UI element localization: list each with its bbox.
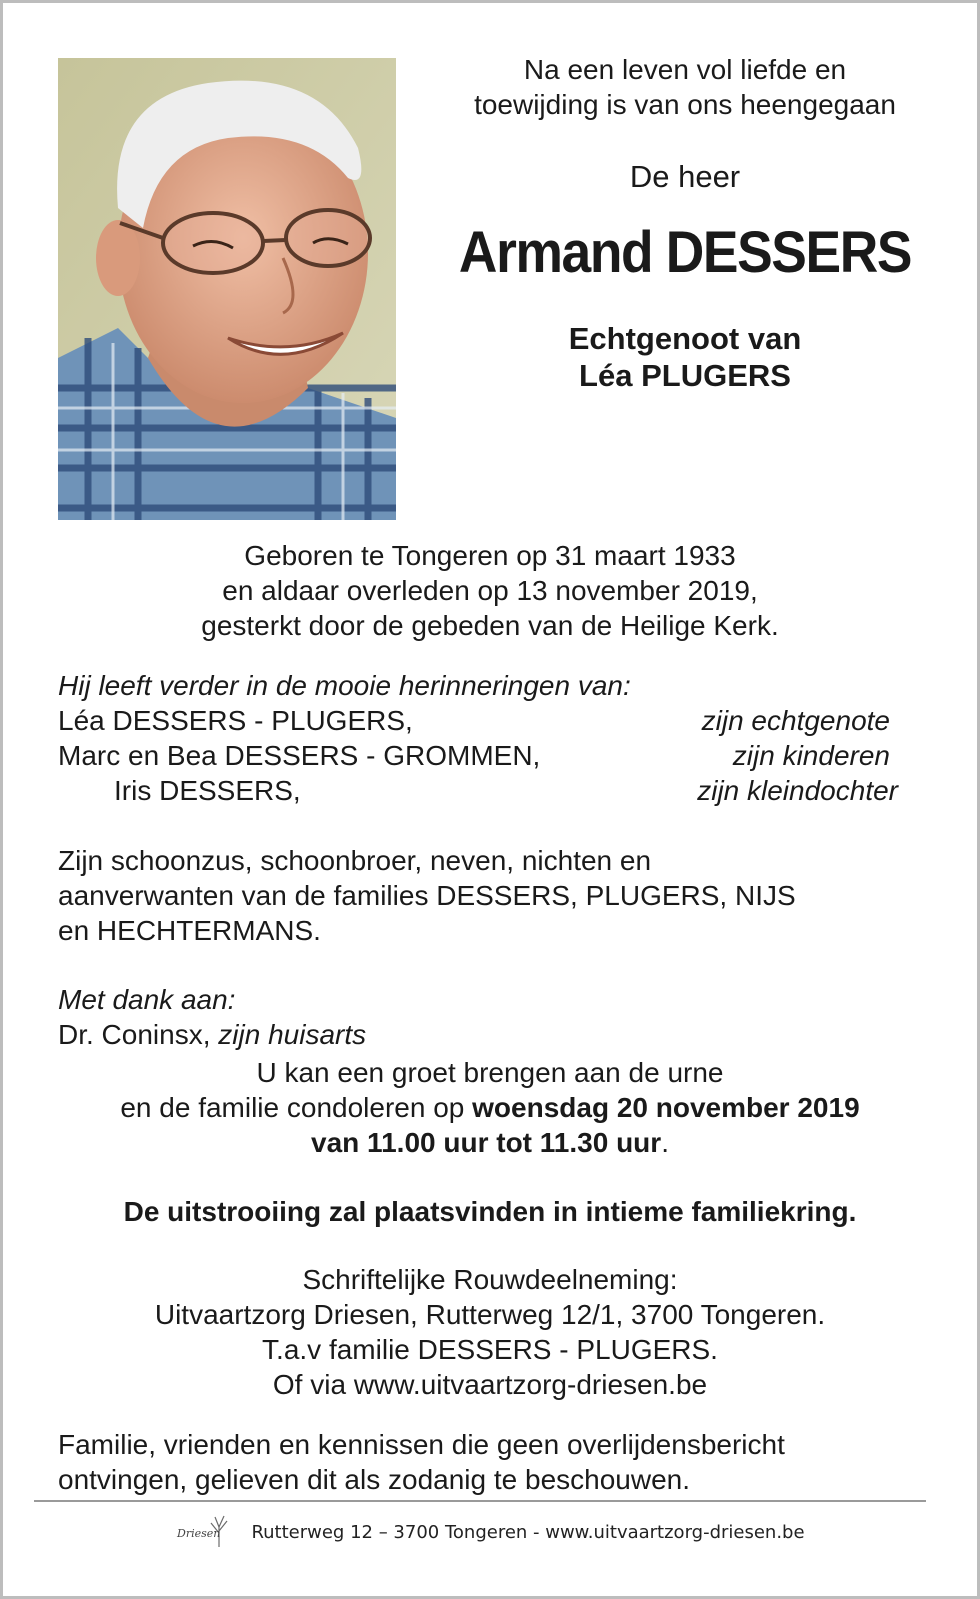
final-line: Familie, vrienden en kennissen die geen overlijdensbericht [58,1429,785,1460]
relative-row [58,703,918,738]
funeral-home-logo [175,1513,235,1551]
address-line: Uitvaartzorg Driesen, Rutterweg 12/1, 3700 Tongeren. [154,1299,826,1330]
doctor-name: Dr. Coninsx, [58,1019,211,1050]
visit-date: woensdag 20 november 2019 [472,1092,860,1123]
relative-name: Marc en Bea DESSERS - GROMMEN, [58,740,541,771]
relative-name: Léa DESSERS - PLUGERS, [58,705,413,736]
logo-text: Driesen [177,1527,221,1540]
relative-row [58,773,918,808]
birth-death-info [40,538,940,643]
blessing-line: gesterkt door de gebeden van de Heilige Kerk. [201,610,779,641]
condolence-address [40,1262,940,1402]
visit-prefix: en de familie condoleren op [120,1092,473,1123]
deceased-name: Armand DESSERS [458,220,912,285]
family-section [58,843,918,948]
final-line: ontvingen, gelieven dit als zodanig te beschouwen. [58,1464,690,1495]
memories-section [58,668,918,808]
spouse-name: Léa PLUGERS [579,358,791,393]
address-line: T.a.v familie DESSERS - PLUGERS. [262,1334,718,1365]
relative-relation: zijn kleindochter [697,775,898,806]
thanks-line [58,1017,918,1052]
family-line: Zijn schoonzus, schoonbroer, neven, nichten en [58,845,652,876]
address-line: Schriftelijke Rouwdeelneming: [302,1264,678,1295]
visit-line [40,1090,940,1125]
website-line: Of via www.uitvaartzorg-driesen.be [272,1369,708,1400]
scattering-notice: De uitstrooiing zal plaatsvinden in intieme familiekring. [123,1196,857,1227]
spouse-line: Echtgenoot van [568,321,802,356]
thanks-section [58,982,918,1052]
portrait-photo [58,58,396,520]
visitation-info [40,1055,940,1160]
relative-relation: zijn kinderen [732,740,890,771]
relative-relation: zijn echtgenote [701,705,890,736]
intro-text [420,52,950,122]
family-line: aanverwanten van de families DESSERS, PLUGERS, NIJS [58,880,796,911]
birth-line: Geboren te Tongeren op 31 maart 1933 [244,540,736,571]
footer [0,1512,980,1552]
final-notice [58,1427,918,1497]
relative-name: Iris DESSERS, [114,775,301,806]
visit-period: . [661,1127,669,1158]
relative-row [58,738,918,773]
footer-divider [34,1500,926,1502]
thanks-heading: Met dank aan: [58,984,236,1015]
visit-line: U kan een groet brengen aan de urne [256,1057,724,1088]
doctor-role: zijn huisarts [218,1019,367,1050]
honorific: De heer [629,159,741,194]
family-line: en HECHTERMANS. [58,915,321,946]
spouse-info [420,320,950,394]
death-line: en aldaar overleden op 13 november 2019, [222,575,758,606]
intro-line: Na een leven vol liefde en [523,54,847,85]
visit-time: van 11.00 uur tot 11.30 uur [311,1127,662,1158]
intro-line: toewijding is van ons heengegaan [474,89,896,120]
header-block [420,52,950,394]
memories-heading: Hij leeft verder in de mooie herinneringen van: [58,670,631,701]
footer-address: Rutterweg 12 – 3700 Tongeren - www.uitvaartzorg-driesen.be [251,1521,805,1543]
visit-line [40,1125,940,1160]
